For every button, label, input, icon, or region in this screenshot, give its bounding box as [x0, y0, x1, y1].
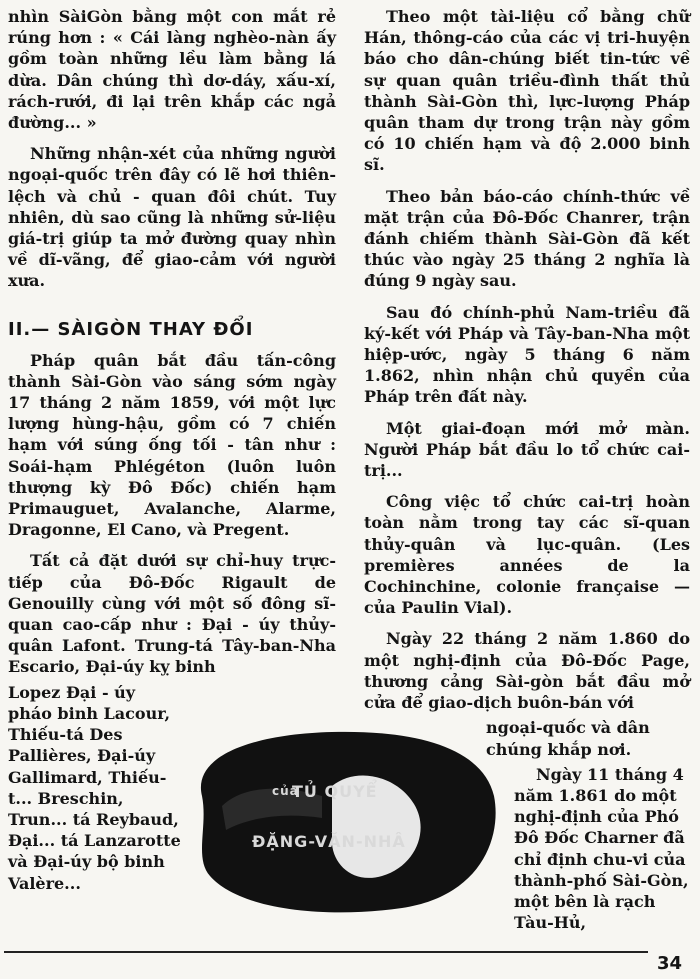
right-para-2: Theo bản báo-cáo chính-thức về mặt trận của Đô-Đốc Chanrer, trận đánh chiếm thành Sài-Gòn đã kết thúc vào ngày 25 tháng 2 nghĩa là đúng 9 ngày sau. [364, 186, 690, 291]
bottom-rule [4, 951, 648, 953]
left-para-1: nhìn SàiGòn bằng một con mắt rẻ rúng hơn : « Cái làng nghèo-nàn ấy gồm toàn những lều làm bằng lá dừa. Dân chúng thì dơ-dáy, xấu-xí, rách-rưới, đi lại trên khắp các ngả đường... » [8, 7, 336, 133]
right-para-5: Công việc tổ chức cai-trị hoàn toàn nằm trong tay các sĩ-quan thủy-quân và lục-quân. (Les premières années de la Cochinchine, colonie française — của Paulin Vial). [364, 492, 690, 618]
stamp-line-2: TỦ QUYỂ [292, 782, 378, 801]
left-para-4-continued: Lopez Đại - úy pháo binh Lacour, Thiếu-tá Des Pallières, Đại-úy Gallimard, Thiếu-t... Breschin, Trun... tá Reybaud, Đại... tá Lanzarotte và Đại-úy bộ binh Valère... [8, 682, 181, 893]
library-stamp [182, 726, 500, 916]
stamp-line-1: của [272, 784, 299, 798]
right-para-1: Theo một tài-liệu cổ bằng chữ Hán, thông-cáo của các vị tri-huyện báo cho dân-chúng biết tin-tức về sự quan quân triều-đình thất thủ thành Sài-Gòn thì, lực-lượng Pháp quân tham dự trong trận này gồm có 10 chiến hạm và độ 2.000 binh sĩ. [364, 7, 690, 175]
left-para-2: Những nhận-xét của những người ngoại-quốc trên đây có lẽ hơi thiên-lệch và chủ - quan đôi chút. Tuy nhiên, dù sao cũng là những sử-liệu giá-trị giúp ta mở đường quay nhìn về dĩ-vãng, để giao-cảm với người xưa. [8, 144, 336, 291]
right-para-4: Một giai-đoạn mới mở màn. Người Pháp bắt đầu lo tổ chức cai-trị... [364, 418, 690, 481]
right-para-7: Ngày 11 tháng 4 năm 1.861 do một nghị-định của Phó Đô Đốc Charner đã chỉ định chu-vi của thành-phố Sài-Gòn, một bên là rạch Tàu-Hủ, [514, 764, 689, 933]
section-heading: II.— SÀIGÒN THAY ĐỔI [8, 318, 254, 340]
stamp-line-3: ĐẶNG-VĂN-NHÂ [252, 832, 406, 851]
left-para-3: Pháp quân bắt đầu tấn-công thành Sài-Gòn vào sáng sớm ngày 17 tháng 2 năm 1859, với một lực lượng hùng-hậu, gồm có 7 chiến hạm với súng ống tối - tân như : Soái-hạm Phlégéton (luôn luôn thượng kỳ Đô Đốc) chiến hạm Primauguet, Avalanche, Alarme, Dragonne, El Cano, và Pregent. [8, 350, 336, 540]
left-para-4: Tất cả đặt dưới sự chỉ-huy trực-tiếp của Đô-Đốc Rigault de Genouilly cùng với một số đông sĩ-quan cao-cấp như : Đại - úy thủy-quân Lafont. Trung-tá Tây-ban-Nha Escario, Đại-úy kỵ binh [8, 551, 336, 677]
stamp-shape [182, 726, 500, 916]
right-para-6-continued: ngoại-quốc và dân chúng khắp nơi. [486, 718, 650, 759]
right-para-3: Sau đó chính-phủ Nam-triều đã ký-kết với Pháp và Tây-ban-Nha một hiệp-ước, ngày 5 tháng 6 năm 1.862, nhìn nhận chủ quyền của Pháp trên đất này. [364, 302, 690, 407]
page-number: 34 [656, 953, 682, 974]
right-para-6: Ngày 22 tháng 2 năm 1.860 do một nghị-định của Đô-Đốc Page, thương cảng Sài-gòn bắt đầu mở cửa để giao-dịch buôn-bán với [364, 629, 690, 713]
